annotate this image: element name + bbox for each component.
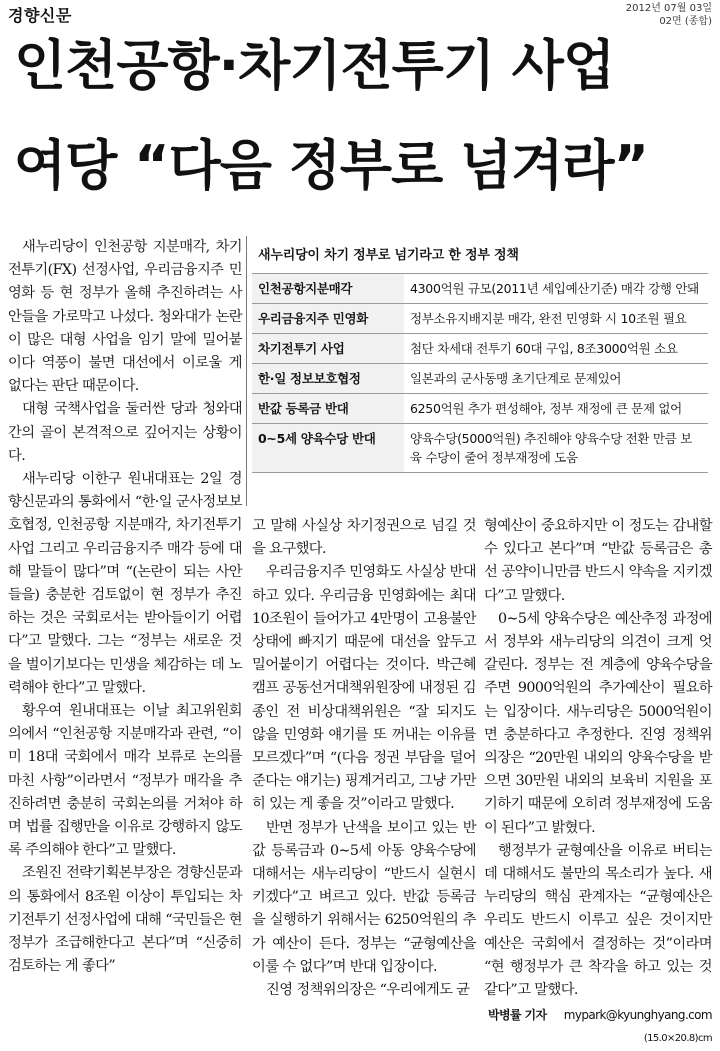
paragraph: 새누리당 이한구 원내대표는 2일 경향신문과의 통화에서 “한·일 군사정보보호협정, 인천공항 지분매각, 차기전투기 사업 그리고 우리금융지주 매각 등에 대해 말들이 많다”며 “(논란이 되는 사안들을) 충분한 검토없이 현 정부가 추진하는 것은 국회로서는 받아들이기 어렵다”고 말했다. 그는 “정부는 새로운 것을 벌이기보다는 민생을 체감하는 데 노력해야 한다”고 말했다. xyxy=(8,471,242,696)
dateline xyxy=(626,2,712,28)
reporter-email: mypark@kyunghyang.com xyxy=(563,1008,712,1023)
newspaper-masthead: 경향신문 xyxy=(8,6,72,25)
headline-line-2: 여당 “다음 정부로 넘겨라” xyxy=(14,134,649,197)
byline xyxy=(484,1004,712,1027)
article-dimensions: (15.0×20.8)cm xyxy=(643,1033,712,1045)
paragraph: 고 말해 사실상 차기정권으로 넘길 것을 요구했다. xyxy=(252,518,476,558)
table-row-key: 우리금융지주 민영화 xyxy=(252,304,404,333)
paragraph: 0∼5세 양육수당은 예산추정 과정에서 정부와 새누리당의 의견이 크게 엇갈린다. 정부는 전 계층에 양육수당을 주면 9000억원의 추가예산이 필요하는 입장이다. 새누리당은 5000억원이면 충분하다고 추정한다. 진영 정책위의장은 “20만원 내외의 양육수당을 받으면 30만원 내외의 보육비 지원을 포기하기 때문에 오히려 정부재정에 도움이 된다”고 밝혔다. xyxy=(484,610,712,836)
column-divider xyxy=(246,236,247,506)
article-column-3 xyxy=(484,515,712,1051)
table-row-value: 첨단 차세대 전투기 60대 구입, 8조3000억원 소요 xyxy=(410,341,678,356)
page-number: 02면 (종합) xyxy=(659,16,712,27)
paragraph: 형예산이 중요하지만 이 정도는 감내할 수 있다고 본다”며 “반값 등록금은 총선 공약이니만큼 반드시 약속을 지키겠다”고 말했다. xyxy=(484,518,712,604)
table-row-key: 한·일 정보보호협정 xyxy=(252,364,404,393)
table-row xyxy=(252,393,708,423)
paragraph: 우리금융지주 민영화도 사실상 반대하고 있다. 우리금융 민영화에는 최대 10조원이 들어가고 4만명이 고용불안 상태에 빠지기 때문에 대선을 앞두고 밀어붙이기 어렵다는 것이다. 박근혜 캠프 공동선거대책위원장에 내정된 김종인 전 비상대책위원은 “잘 되지도 않을 민영화 얘기를 또 꺼내는 이유를 모르겠다”며 “(다음 정권 부담을 덜어준다는 얘기는) 핑계거리고, 그냥 가만히 있는 게 좋을 것”이라고 말했다. xyxy=(252,564,476,813)
paragraph: 행정부가 균형예산을 이유로 버티는 데 대해서도 불만의 목소리가 높다. 새누리당의 핵심 관계자는 “균형예산은 우리도 반드시 이루고 싶은 것이지만 예산은 국회에서 결정하는 것”이라며 “현 행정부가 큰 착각을 하고 있는 것 같다”고 말했다. xyxy=(484,842,712,999)
paragraph: 진영 정책위의장은 “우리에게도 균 xyxy=(266,982,470,999)
table-row-key: 0∼5세 양육수당 반대 xyxy=(252,424,404,472)
paragraph: 새누리당이 인천공항 지분매각, 차기전투기(FX) 선정사업, 우리금융지주 민영화 등 현 정부가 올해 추진하려는 사안들을 가로막고 나섰다. 청와대가 논란이 많은 대형 사업을 임기 말에 밀어붙이다 역풍이 불면 대선에서 이로울 게 없다는 판단 때문이다. xyxy=(8,239,242,395)
table-row-value: 정부소유지배지분 매각, 완전 민영화 시 10조원 필요 xyxy=(410,311,687,326)
table-row-key: 반값 등록금 반대 xyxy=(252,394,404,423)
reporter-name: 박병률 기자 xyxy=(488,1008,547,1023)
table-row-key: 인천공항지분매각 xyxy=(252,274,404,303)
article-column-1 xyxy=(8,236,242,979)
table-row-value: 6250억원 추가 편성해야, 정부 재정에 큰 문제 없어 xyxy=(410,401,682,416)
publication-date: 2012년 07월 03일 xyxy=(625,3,712,14)
article-column-2 xyxy=(252,515,476,1002)
paragraph: 대형 국책사업을 둘러싼 당과 청와대 간의 골이 본격적으로 깊어지는 상황이다. xyxy=(8,401,242,464)
table-row-value: 일본과의 군사동맹 초기단계로 문제있어 xyxy=(410,371,622,386)
table-row-value: 양육수당(5000억원) 추진해야 양육수당 전환 만큼 보육 수당이 줄어 정부재정에 도움 xyxy=(410,431,692,465)
table-row-value: 4300억원 규모(2011년 세입예산기준) 매각 강행 안돼 xyxy=(410,281,699,296)
table-row xyxy=(252,333,708,363)
table-row xyxy=(252,423,708,473)
table-row xyxy=(252,303,708,333)
table-title: 새누리당이 차기 정부로 넘기라고 한 정부 정책 xyxy=(258,248,519,263)
policy-table xyxy=(252,236,708,473)
table-row xyxy=(252,273,708,303)
headline-line-1: 인천공항·차기전투기 사업 xyxy=(14,34,615,97)
paragraph: 조원진 전략기획본부장은 경향신문과의 통화에서 8조원 이상이 투입되는 차기전투기 선정사업에 대해 “국민들은 현 정부가 조급해한다고 본다”며 “신중히 검토하는 게 좋다” xyxy=(8,865,242,975)
paragraph: 반면 정부가 난색을 보이고 있는 반값 등록금과 0∼5세 아동 양육수당에 대해서는 새누리당이 “반드시 실현시키겠다”고 벼르고 있다. 반값 등록금을 실행하기 위해서는 6250억원의 추가 예산이 든다. 정부는 “균형예산을 이룰 수 없다”며 반대 입장이다. xyxy=(252,819,476,975)
table-row xyxy=(252,363,708,393)
paragraph: 황우여 원내대표는 이날 최고위원회의에서 “인천공항 지분매각과 관련, “이미 18대 국회에서 매각 보류로 논의를 마친 사항”이라면서 “정부가 매각을 추진하려면 충분히 국회논의를 거쳐야 하며 법률 집행만을 이유로 강행하지 않도록 주의해야 한다”고 말했다. xyxy=(8,703,242,859)
table-row-key: 차기전투기 사업 xyxy=(252,334,404,363)
